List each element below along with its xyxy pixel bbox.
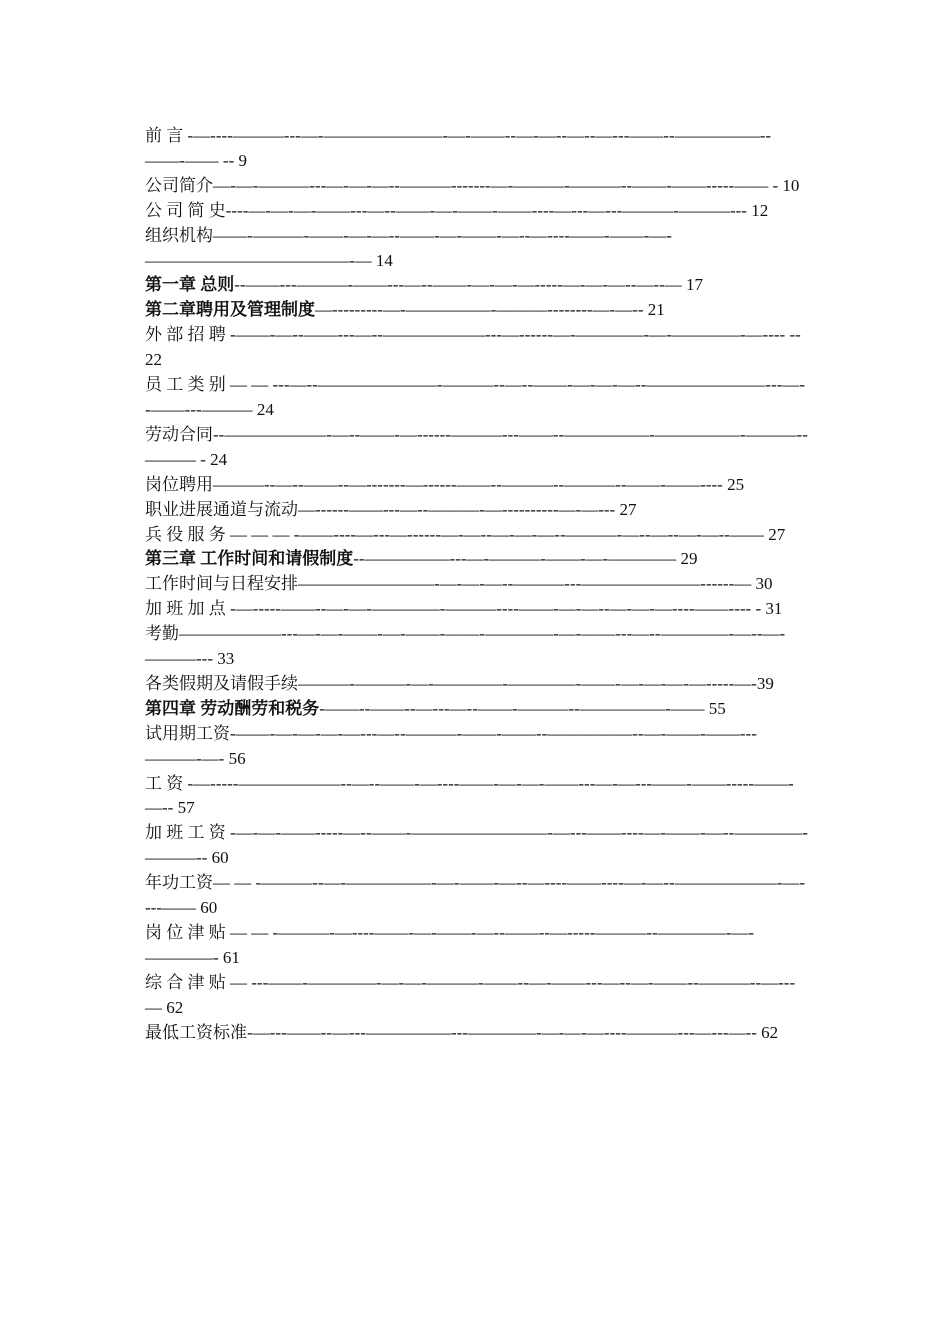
toc-entry-chapter-2[interactable] bbox=[145, 298, 810, 323]
toc-title: 员 工 类 别 bbox=[145, 375, 230, 395]
toc-entry-overtime[interactable] bbox=[145, 597, 810, 622]
toc-title: 第二章聘用及管理制度 bbox=[145, 300, 315, 320]
toc-page-number: 30 bbox=[755, 574, 773, 594]
toc-entry-labor-contract[interactable] bbox=[145, 423, 810, 473]
toc-title: 劳动合同 bbox=[145, 424, 213, 444]
toc-title: 外 部 招 聘 bbox=[145, 325, 230, 345]
toc-page-number: 24 bbox=[256, 399, 274, 419]
toc-page-number: - 31 bbox=[755, 599, 783, 619]
toc-title: 综 合 津 贴 bbox=[145, 972, 230, 992]
toc-title: 公 司 简 史 bbox=[145, 200, 226, 220]
toc-entry-company-history[interactable] bbox=[145, 199, 810, 224]
toc-title: 第三章 工作时间和请假制度 bbox=[145, 549, 354, 569]
toc-page-number: - 10 bbox=[772, 175, 800, 195]
table-of-contents bbox=[145, 124, 810, 1046]
toc-leader: -——-—--——---—--——————---—------—-————-—-————-—---- bbox=[230, 325, 786, 345]
toc-leader: — — -———-—----——-—-——-—--——--—-----———--————-—-————- bbox=[145, 923, 755, 967]
toc-leader: ——————---—-—-——-—-——-——-————-—-——---—--————-—--—-———--- bbox=[145, 624, 786, 669]
toc-entry-chapter-1[interactable] bbox=[145, 273, 810, 298]
toc-page-number: 57 bbox=[177, 798, 195, 818]
toc-leader: --——---———-——---—--——-—-—-—-----—-—-—--—--— bbox=[234, 275, 682, 295]
toc-leader: — — ---—--———————-———--—--——-—-—-—--———————---—--——---——— bbox=[145, 375, 806, 419]
toc-title: 兵 役 服 务 bbox=[145, 524, 230, 544]
toc-entry-overtime-pay[interactable] bbox=[145, 821, 810, 871]
toc-leader: ——-———-——-—-—--——-—-——-—--—----——-——-—-————————————-— bbox=[145, 225, 672, 270]
toc-title: 公司简介 bbox=[145, 175, 213, 195]
toc-title: 工 资 bbox=[145, 773, 188, 793]
toc-page-number: 17 bbox=[686, 275, 704, 295]
toc-entry-probation-wage[interactable] bbox=[145, 722, 810, 772]
toc-entry-chapter-4[interactable] bbox=[145, 697, 810, 722]
toc-title: 前 言 bbox=[145, 126, 188, 145]
toc-entry-company-profile[interactable] bbox=[145, 174, 810, 199]
toc-page-number: -- 22 bbox=[145, 325, 801, 370]
toc-entry-employee-categories[interactable] bbox=[145, 373, 810, 423]
toc-leader: — — — -——----—---—------—-—--—-—-—--———-—--—--—-—--—— bbox=[230, 524, 764, 544]
toc-page-number: 55 bbox=[708, 698, 726, 718]
toc-leader: --——————-—--——-—------———---——--—————-—————-———--——— bbox=[145, 424, 808, 469]
toc-title: 考勤 bbox=[145, 624, 179, 644]
toc-title: 组织机构 bbox=[145, 225, 213, 245]
toc-title: 最低工资标准 bbox=[145, 1022, 247, 1042]
toc-entry-position-appointment[interactable] bbox=[145, 473, 810, 498]
toc-page-number: 25 bbox=[727, 474, 745, 494]
toc-title: 岗 位 津 贴 bbox=[145, 923, 230, 942]
toc-leader: -—---——--—---—————---————-—-—-—----———---—---—-- bbox=[247, 1022, 757, 1042]
toc-entry-seniority-pay[interactable] bbox=[145, 871, 810, 921]
toc-title: 加 班 工 资 bbox=[145, 823, 230, 843]
toc-entry-career-path[interactable] bbox=[145, 498, 810, 523]
toc-page-number: 27 bbox=[619, 499, 637, 519]
toc-entry-minimum-wage[interactable] bbox=[145, 1021, 810, 1046]
toc-page-number: 56 bbox=[228, 748, 246, 768]
toc-leader: ----—-—-—-——---—--——-—-——-——----—---—---———-———--- bbox=[225, 200, 747, 220]
toc-title: 各类假期及请假手续 bbox=[145, 673, 298, 693]
toc-entry-position-allowance[interactable] bbox=[145, 921, 810, 971]
toc-leader: -——-—-—-—-—---—--———-——-——--—————--—-——-——---———-—- bbox=[145, 723, 757, 768]
toc-entry-attendance[interactable] bbox=[145, 622, 810, 672]
toc-entry-general-allowance[interactable] bbox=[145, 971, 810, 1021]
toc-page-number: 61 bbox=[222, 947, 240, 967]
toc-leader: -——--——--—---—--——-———--—————-—— bbox=[319, 698, 705, 718]
toc-leader: —---------—-—————-———--------—-—-- bbox=[315, 300, 644, 320]
toc-entry-preface[interactable] bbox=[145, 124, 810, 174]
toc-leader: -—-----——————--—--——-—----——-—-—-——---—-—---——-——-----——-—-- bbox=[145, 773, 794, 818]
toc-leader: —-—-———---—-—-—--———-------—-———-———--——-——-----—— bbox=[213, 175, 769, 195]
toc-title: 职业进展通道与流动 bbox=[145, 499, 298, 519]
toc-page-number: 12 bbox=[751, 200, 769, 220]
toc-entry-work-schedule[interactable] bbox=[145, 572, 810, 597]
toc-entry-leave-procedures[interactable] bbox=[145, 672, 810, 697]
toc-page-number: 29 bbox=[680, 549, 698, 569]
toc-page-number: 62 bbox=[166, 997, 184, 1017]
toc-title: 第四章 劳动酬劳和税务 bbox=[145, 698, 320, 718]
toc-entry-external-recruitment[interactable] bbox=[145, 323, 810, 373]
toc-leader: -—----———---—-———————-—-——--—-—--—--—---——--—————--——-—— bbox=[145, 126, 772, 170]
toc-leader: -—-----——--—-—-————-———----——-—-—--—-—-—----——---- bbox=[230, 599, 752, 619]
toc-page-number: 21 bbox=[647, 300, 665, 320]
toc-entry-wages[interactable] bbox=[145, 772, 810, 822]
toc-entry-chapter-3[interactable] bbox=[145, 547, 810, 572]
toc-leader: — ---——-————-—-—-———-——--—-——---—--—-——--———--—---— bbox=[145, 972, 796, 1017]
toc-leader: ———--—--——--—-------—------——--———--———--——-——---- bbox=[213, 474, 723, 494]
toc-title: 年功工资 bbox=[145, 873, 213, 893]
toc-page-number: 60 bbox=[211, 848, 229, 868]
toc-leader: ———-———-—-————-————-——-—-—-—-—-----—- bbox=[298, 673, 757, 693]
toc-title: 工作时间与日程安排 bbox=[145, 574, 298, 594]
toc-title: 第一章 总则 bbox=[145, 275, 235, 295]
toc-page-number: -- 9 bbox=[222, 150, 247, 170]
toc-title: 试用期工资 bbox=[145, 723, 230, 743]
toc-title: 岗位聘用 bbox=[145, 474, 213, 494]
toc-page-number: 27 bbox=[768, 524, 786, 544]
toc-leader: — — -———--—-—————-—-——-—--—----——----—-—--——————-—----—— bbox=[145, 873, 806, 918]
toc-page-number: 33 bbox=[217, 649, 235, 669]
toc-leader: ————————-—-—-—--———---———————------— bbox=[298, 574, 752, 594]
toc-page-number: 39 bbox=[756, 673, 774, 693]
toc-page-number: 60 bbox=[200, 898, 218, 918]
toc-entry-military-service[interactable] bbox=[145, 523, 810, 548]
toc-title: 加 班 加 点 bbox=[145, 599, 230, 619]
toc-page-number: 14 bbox=[375, 250, 393, 270]
toc-leader: --—————---—-———-——-—-———— bbox=[353, 549, 677, 569]
toc-entry-organization[interactable] bbox=[145, 224, 810, 274]
toc-page-number: - 24 bbox=[200, 449, 228, 469]
toc-page-number: 62 bbox=[761, 1022, 779, 1042]
toc-leader: -—-—-——-----—--——-————————-—---——----—-——-—--————-———-- bbox=[145, 823, 808, 868]
toc-leader: —------——---—--———-—----------—-—--- bbox=[298, 499, 616, 519]
